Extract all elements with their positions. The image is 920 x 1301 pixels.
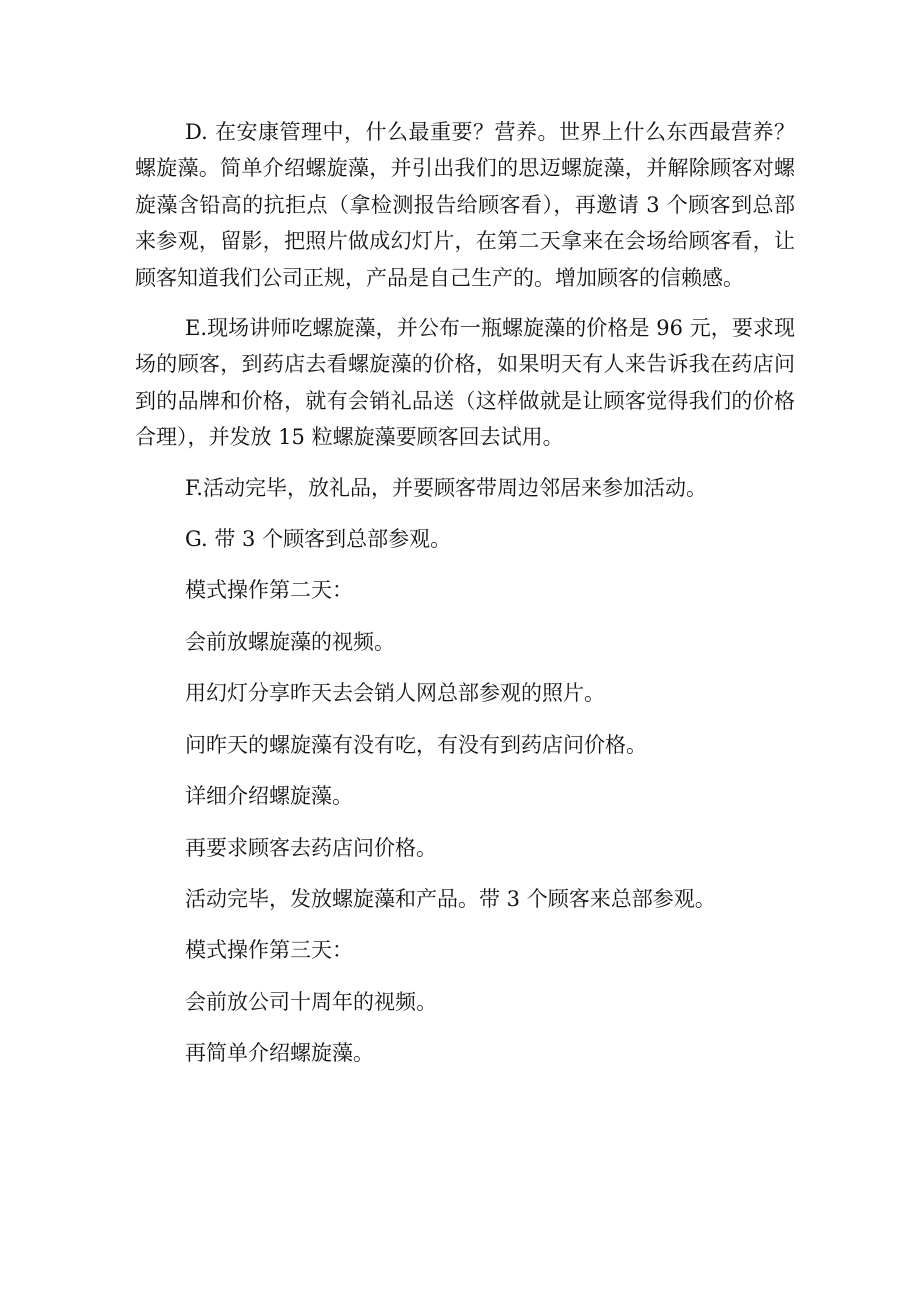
day-two-item-4: 详细介绍螺旋藻。 (185, 784, 353, 809)
day-two-item-5: 再要求顾客去药店问价格。 (185, 835, 437, 860)
day-three-item-2: 再简单介绍螺旋藻。 (185, 1041, 374, 1066)
paragraph-d: D. 在安康管理中，什么最重要？营养。世界上什么东西最营养？螺旋藻。简单介绍螺旋藻，并引出我们的思迈螺旋藻，并解除顾客对螺旋藻含铅高的抗拒点（拿检测报告给顾客看），再邀请 3 个顾客到总部来参观，留影，把照片做成幻灯片，在第二天拿来在会场给顾客看，让顾客知道我们公司正规，产品是自己生产的。增加顾客的信赖感。 (135, 120, 795, 290)
document-body (135, 114, 795, 1087)
day-two-heading: 模式操作第二天： (185, 578, 353, 603)
paragraph-e: E.现场讲师吃螺旋藻，并公布一瓶螺旋藻的价格是 96 元，要求现场的顾客，到药店去看螺旋藻的价格，如果明天有人来告诉我在药店问到的品牌和价格，就有会销礼品送（这样做就是让顾客觉得我们的价格合理），并发放 15 粒螺旋藻要顾客回去试用。 (135, 316, 795, 450)
day-two-item-2: 用幻灯分享昨天去会销人网总部参观的照片。 (185, 681, 605, 706)
day-two-item-1: 会前放螺旋藻的视频。 (185, 629, 395, 654)
line-g-hq-visit: G. 带 3 个顾客到总部参观。 (185, 527, 452, 552)
day-three-heading: 模式操作第三天： (185, 938, 353, 963)
day-three-item-1: 会前放公司十周年的视频。 (185, 989, 437, 1014)
day-two-item-3: 问昨天的螺旋藻有没有吃，有没有到药店问价格。 (185, 732, 647, 757)
line-f-activity-end: F.活动完毕，放礼品，并要顾客带周边邻居来参加活动。 (185, 475, 707, 500)
day-two-item-6: 活动完毕，发放螺旋藻和产品。带 3 个顾客来总部参观。 (185, 886, 716, 911)
